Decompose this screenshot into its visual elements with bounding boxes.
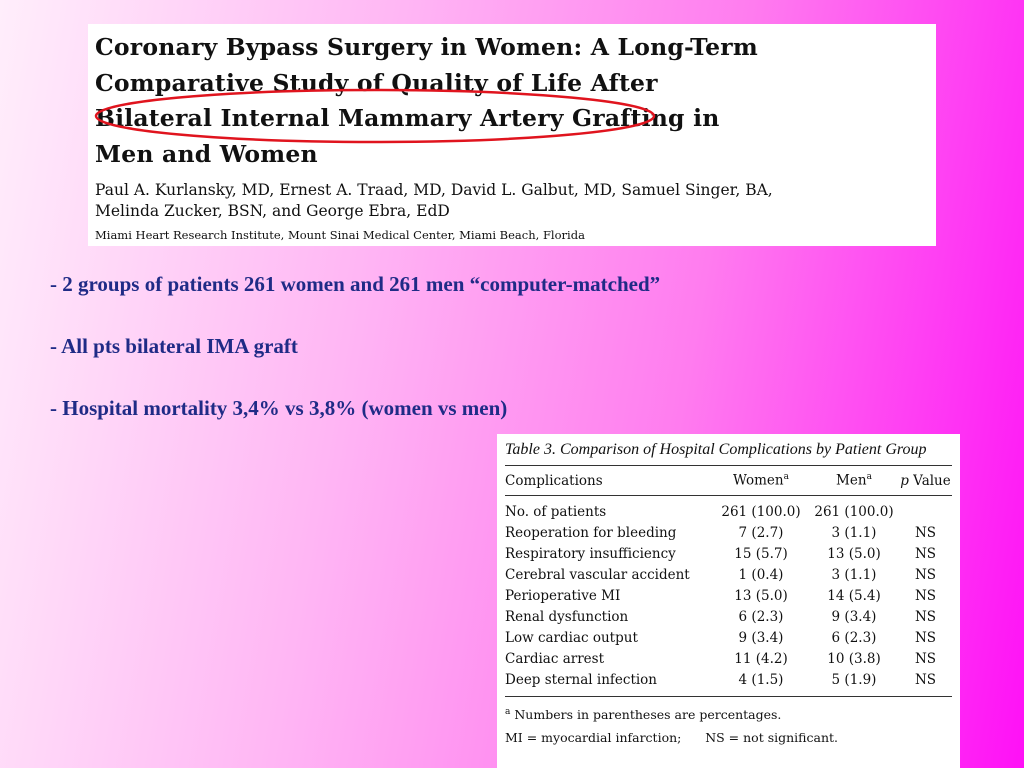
cell-complication: Low cardiac output bbox=[505, 629, 638, 646]
footnote-percentages bbox=[505, 701, 952, 726]
cell-complication: No. of patients bbox=[505, 503, 607, 520]
cell-women: 6 (2.3) bbox=[738, 608, 784, 625]
table-row bbox=[505, 543, 952, 564]
table-footnotes bbox=[505, 701, 952, 749]
cell-p-value: NS bbox=[914, 629, 937, 646]
header-p-rest: Value bbox=[908, 472, 951, 489]
cell-complication: Perioperative MI bbox=[505, 587, 621, 604]
paper-title-line: Comparative Study of Quality of Life After bbox=[95, 68, 658, 97]
cell-men: 261 (100.0) bbox=[814, 503, 894, 520]
cell-p-value: NS bbox=[914, 650, 937, 667]
header-men-footnote-mark: a bbox=[866, 472, 872, 483]
bullet-hospital-mortality: - Hospital mortality 3,4% vs 3,8% (women vs men) bbox=[50, 396, 508, 420]
cell-p-value: NS bbox=[914, 545, 937, 562]
header-p-value bbox=[899, 473, 952, 489]
cell-p-value: NS bbox=[914, 524, 937, 541]
footnote-text: Numbers in parentheses are percentages. bbox=[510, 707, 782, 723]
paper-title bbox=[95, 30, 936, 172]
header-women bbox=[713, 472, 809, 489]
cell-complication: Renal dysfunction bbox=[505, 608, 629, 625]
cell-women: 15 (5.7) bbox=[734, 545, 788, 562]
cell-women: 1 (0.4) bbox=[738, 566, 784, 583]
cell-men: 9 (3.4) bbox=[831, 608, 877, 625]
header-p-italic: p bbox=[900, 472, 909, 489]
cell-women: 7 (2.7) bbox=[738, 524, 784, 541]
cell-women: 261 (100.0) bbox=[721, 503, 801, 520]
cell-complication: Respiratory insufficiency bbox=[505, 545, 676, 562]
footnote-mark: a bbox=[505, 707, 511, 717]
cell-men: 10 (3.8) bbox=[827, 650, 881, 667]
cell-complication: Cardiac arrest bbox=[505, 650, 604, 667]
paper-header-image bbox=[88, 24, 936, 246]
table-caption: Table 3. Comparison of Hospital Complications by Patient Group bbox=[505, 441, 927, 458]
cell-men: 5 (1.9) bbox=[831, 671, 877, 688]
cell-men: 6 (2.3) bbox=[831, 629, 877, 646]
table-row bbox=[505, 606, 952, 627]
header-men bbox=[809, 472, 899, 489]
cell-complication: Cerebral vascular accident bbox=[505, 566, 690, 583]
cell-p-value: NS bbox=[914, 608, 937, 625]
table-bottom-rule bbox=[505, 696, 952, 697]
cell-complication: Deep sternal infection bbox=[505, 671, 658, 688]
bullet-ima-graft: - All pts bilateral IMA graft bbox=[50, 334, 298, 358]
cell-men: 13 (5.0) bbox=[827, 545, 881, 562]
cell-men: 3 (1.1) bbox=[831, 524, 877, 541]
table-row bbox=[505, 627, 952, 648]
paper-title-line: Coronary Bypass Surgery in Women: A Long-Term bbox=[95, 33, 758, 61]
table-header-row bbox=[505, 466, 952, 495]
header-women-footnote-mark: a bbox=[783, 472, 789, 483]
paper-title-line: Men and Women bbox=[95, 139, 318, 168]
cell-women: 4 (1.5) bbox=[738, 671, 784, 688]
cell-women: 9 (3.4) bbox=[738, 629, 784, 646]
table-row bbox=[505, 501, 952, 522]
table-row bbox=[505, 585, 952, 606]
paper-title-line: Bilateral Internal Mammary Artery Grafting in bbox=[95, 104, 720, 132]
cell-p-value: NS bbox=[914, 587, 937, 604]
paper-affiliation: Miami Heart Research Institute, Mount Sinai Medical Center, Miami Beach, Florida bbox=[95, 228, 585, 242]
authors-line: Paul A. Kurlansky, MD, Ernest A. Traad, MD, David L. Galbut, MD, Samuel Singer, BA, bbox=[95, 181, 773, 199]
cell-complication: Reoperation for bleeding bbox=[505, 524, 677, 541]
cell-p-value: NS bbox=[914, 671, 937, 688]
footnote-abbreviations: MI = myocardial infarction; NS = not significant. bbox=[505, 730, 838, 746]
bullet-patient-groups: - 2 groups of patients 261 women and 261 men “computer-matched” bbox=[50, 272, 661, 296]
table-row bbox=[505, 522, 952, 543]
cell-p-value: NS bbox=[914, 566, 937, 583]
table-row bbox=[505, 564, 952, 585]
table-body bbox=[505, 496, 952, 696]
header-women-label: Women bbox=[733, 472, 784, 489]
cell-women: 13 (5.0) bbox=[734, 587, 788, 604]
cell-men: 3 (1.1) bbox=[831, 566, 877, 583]
cell-men: 14 (5.4) bbox=[827, 587, 881, 604]
table-row bbox=[505, 669, 952, 690]
cell-women: 11 (4.2) bbox=[734, 650, 788, 667]
header-complications: Complications bbox=[505, 472, 603, 489]
table-row bbox=[505, 648, 952, 669]
header-men-label: Men bbox=[836, 472, 867, 489]
complications-table bbox=[497, 434, 960, 768]
paper-authors bbox=[95, 180, 936, 222]
authors-line: Melinda Zucker, BSN, and George Ebra, EdD bbox=[95, 202, 450, 220]
